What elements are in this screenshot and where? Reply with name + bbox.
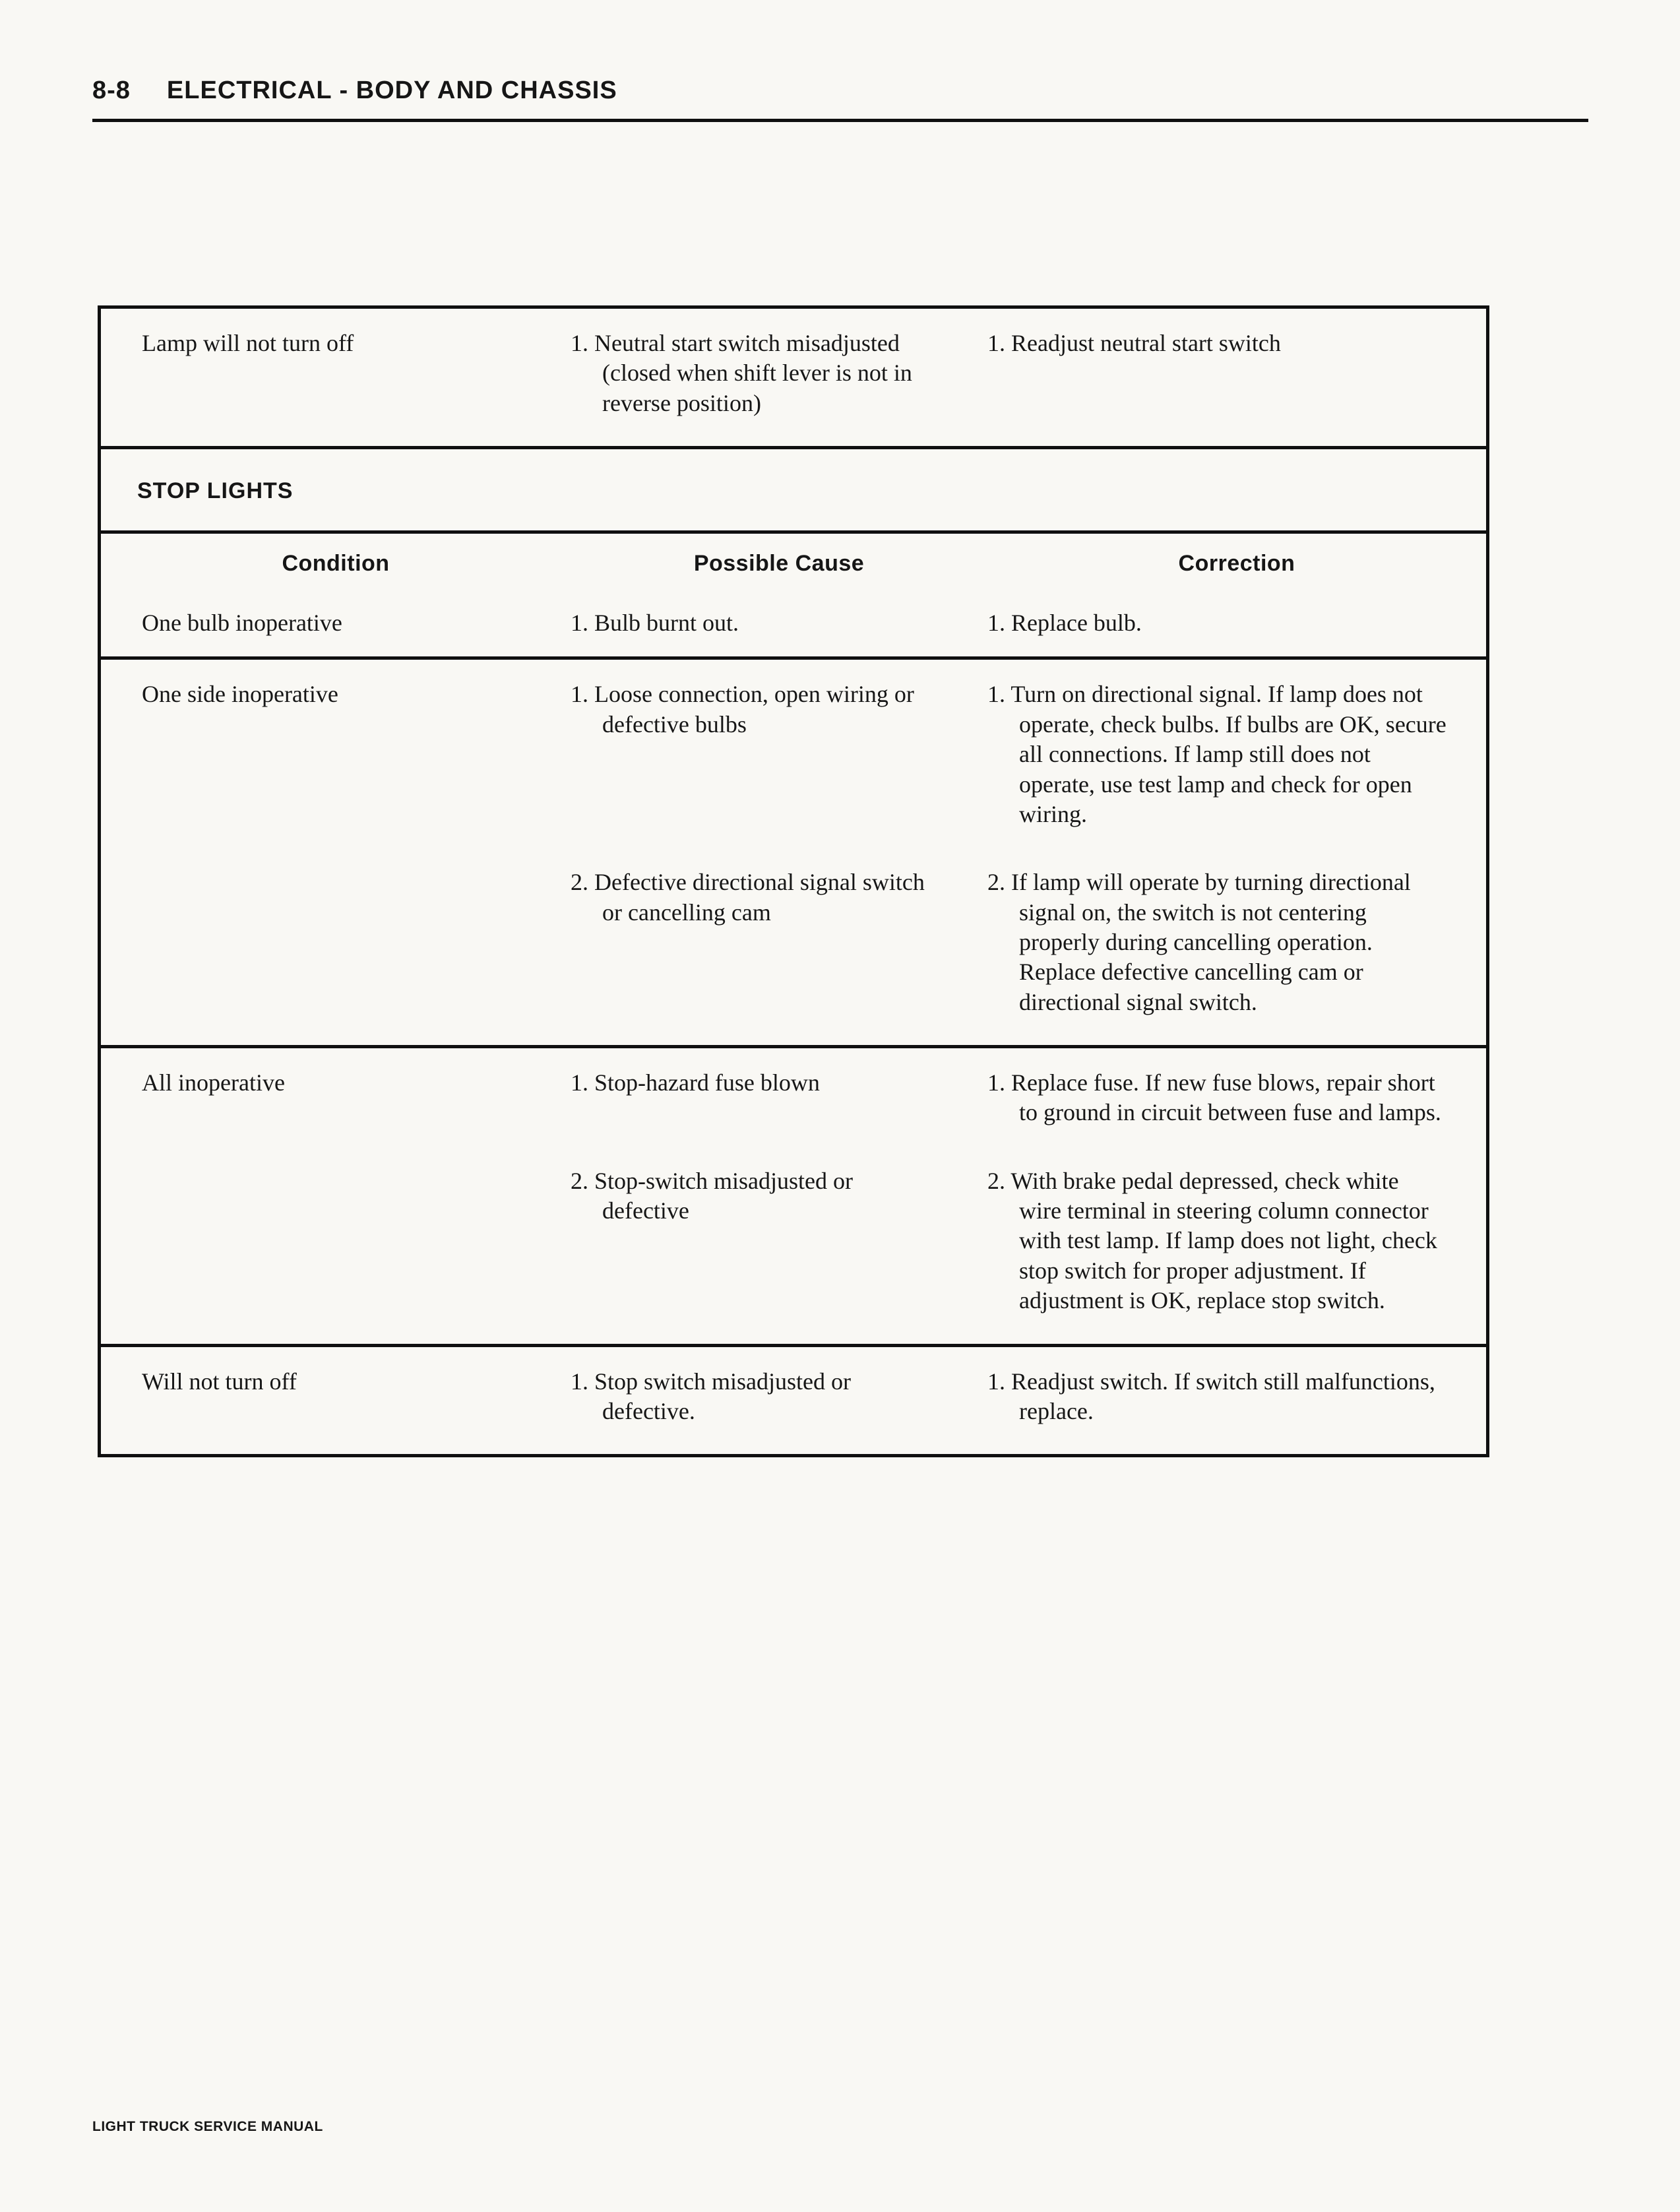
page-number: 8-8 [92, 77, 131, 104]
table-row [101, 1344, 1486, 1455]
correction-item: 1. Readjust switch. If switch still malfunctions, replace. [987, 1368, 1435, 1424]
column-header-condition: Condition [282, 551, 390, 577]
condition-cell: One side inoperative [142, 681, 338, 708]
cause-cell [571, 608, 987, 638]
correction-item: 2. If lamp will operate by turning directional signal on, the switch is not centering properly during cancelling operation. Replace defective cancelling cam or directional signal switch. [987, 869, 1411, 1015]
cause-cell [571, 1367, 987, 1427]
cause-correction-pairs [571, 1367, 1486, 1427]
correction-item: 2. With brake pedal depressed, check white wire terminal in steering column connector with test lamp. If lamp does not light, check stop switch for proper adjustment. If adjustment is OK, replace stop switch. [987, 1167, 1437, 1314]
cause-item: 1. Stop switch misadjusted or defective. [571, 1368, 851, 1424]
cause-correction-pairs [571, 329, 1486, 418]
cause-item: 1. Stop-hazard fuse blown [571, 1069, 820, 1096]
correction-cell [987, 329, 1460, 418]
correction-cell [987, 1068, 1460, 1128]
condition-cell: All inoperative [142, 1069, 285, 1096]
correction-item: 1. Readjust neutral start switch [987, 330, 1281, 356]
correction-cell [987, 1367, 1460, 1427]
cause-correction-pair [571, 679, 1460, 829]
page-footer: LIGHT TRUCK SERVICE MANUAL [92, 2119, 323, 2134]
correction-cell [987, 679, 1460, 829]
cause-item: 1. Neutral start switch misadjusted (closed when shift lever is not in reverse position) [571, 330, 912, 416]
column-header-row [101, 530, 1486, 592]
cause-item: 1. Loose connection, open wiring or defective bulbs [571, 681, 914, 738]
cause-item: 1. Bulb burnt out. [571, 610, 739, 637]
cause-correction-pair [571, 1166, 1460, 1316]
cause-correction-pairs [571, 608, 1486, 638]
header-rule [92, 119, 1588, 122]
section-title: STOP LIGHTS [101, 446, 1486, 530]
cause-correction-pair [571, 1367, 1460, 1427]
cause-cell [571, 679, 987, 829]
cause-correction-pair [571, 329, 1460, 418]
cause-cell [571, 868, 987, 1017]
cause-correction-pairs [571, 1068, 1486, 1316]
cause-correction-pair [571, 1068, 1460, 1128]
cause-item: 2. Stop-switch misadjusted or defective [571, 1167, 853, 1224]
table-row [101, 309, 1486, 446]
correction-cell [987, 1166, 1460, 1316]
condition-cell: Lamp will not turn off [142, 330, 354, 356]
cause-correction-pair [571, 868, 1460, 1017]
correction-cell [987, 868, 1460, 1017]
cause-cell [571, 329, 987, 418]
cause-item: 2. Defective directional signal switch or cancelling cam [571, 869, 925, 926]
correction-item: 1. Replace fuse. If new fuse blows, repair short to ground in circuit between fuse and lamps. [987, 1069, 1441, 1126]
correction-item: 1. Turn on directional signal. If lamp does not operate, check bulbs. If bulbs are OK, secure all connections. If lamp still does not operate, use test lamp and check for open wiring. [987, 681, 1447, 827]
cause-cell [571, 1166, 987, 1316]
condition-cell: One bulb inoperative [142, 610, 342, 637]
table-row [101, 592, 1486, 656]
page-header [92, 77, 617, 105]
page-title: ELECTRICAL - BODY AND CHASSIS [166, 77, 617, 104]
column-header-correction: Correction [1178, 551, 1295, 577]
cause-correction-pair [571, 608, 1460, 638]
cause-cell [571, 1068, 987, 1128]
table-row [101, 656, 1486, 1045]
condition-cell: Will not turn off [142, 1368, 297, 1395]
correction-cell [987, 608, 1460, 638]
troubleshooting-table [98, 305, 1489, 1457]
column-header-possible-cause: Possible Cause [693, 551, 865, 577]
table-row [101, 1045, 1486, 1344]
cause-correction-pairs [571, 679, 1486, 1017]
correction-item: 1. Replace bulb. [987, 610, 1142, 637]
